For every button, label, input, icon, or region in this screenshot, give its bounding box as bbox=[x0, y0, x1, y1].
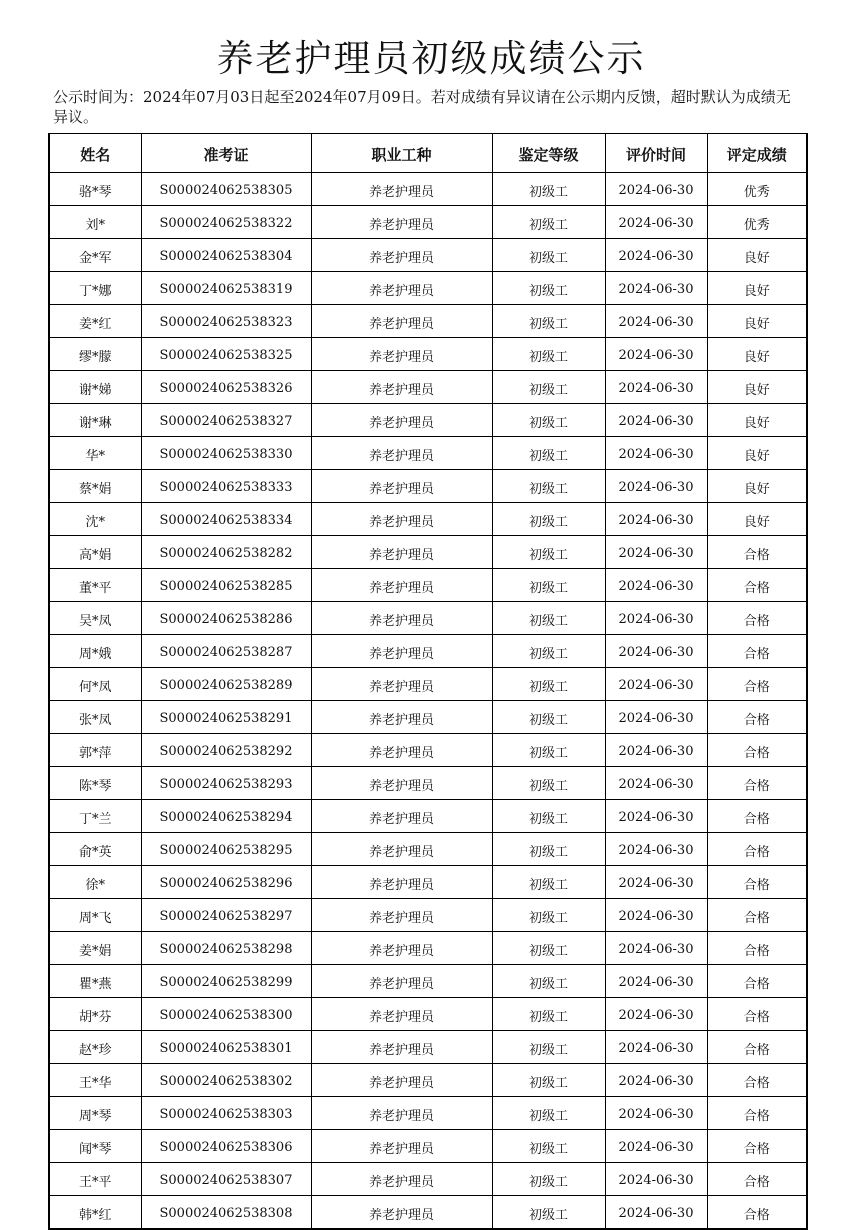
table-row bbox=[49, 1163, 807, 1196]
cell-ticket-number: S000024062538325 bbox=[141, 338, 311, 371]
cell-level: 初级工 bbox=[492, 569, 605, 602]
cell-name: 吴*凤 bbox=[49, 602, 141, 635]
cell-result: 合格 bbox=[707, 1196, 807, 1230]
cell-occupation: 养老护理员 bbox=[311, 767, 492, 800]
cell-occupation: 养老护理员 bbox=[311, 536, 492, 569]
cell-result: 合格 bbox=[707, 1031, 807, 1064]
cell-ticket-number: S000024062538285 bbox=[141, 569, 311, 602]
cell-name: 陈*琴 bbox=[49, 767, 141, 800]
cell-evaluation-date: 2024-06-30 bbox=[605, 1163, 707, 1196]
cell-level: 初级工 bbox=[492, 668, 605, 701]
cell-ticket-number: S000024062538300 bbox=[141, 998, 311, 1031]
cell-level: 初级工 bbox=[492, 701, 605, 734]
cell-occupation: 养老护理员 bbox=[311, 1097, 492, 1130]
cell-level: 初级工 bbox=[492, 800, 605, 833]
cell-level: 初级工 bbox=[492, 371, 605, 404]
table-row bbox=[49, 1031, 807, 1064]
cell-occupation: 养老护理员 bbox=[311, 866, 492, 899]
cell-level: 初级工 bbox=[492, 602, 605, 635]
cell-result: 良好 bbox=[707, 305, 807, 338]
table-row bbox=[49, 173, 807, 206]
cell-name: 瞿*燕 bbox=[49, 965, 141, 998]
cell-level: 初级工 bbox=[492, 866, 605, 899]
cell-evaluation-date: 2024-06-30 bbox=[605, 1064, 707, 1097]
cell-evaluation-date: 2024-06-30 bbox=[605, 866, 707, 899]
cell-occupation: 养老护理员 bbox=[311, 734, 492, 767]
cell-name: 周*娥 bbox=[49, 635, 141, 668]
cell-ticket-number: S000024062538286 bbox=[141, 602, 311, 635]
cell-name: 华* bbox=[49, 437, 141, 470]
table-row bbox=[49, 1064, 807, 1097]
cell-result: 合格 bbox=[707, 602, 807, 635]
cell-level: 初级工 bbox=[492, 899, 605, 932]
cell-level: 初级工 bbox=[492, 767, 605, 800]
cell-occupation: 养老护理员 bbox=[311, 899, 492, 932]
cell-result: 合格 bbox=[707, 998, 807, 1031]
table-row bbox=[49, 470, 807, 503]
cell-occupation: 养老护理员 bbox=[311, 371, 492, 404]
table-row bbox=[49, 1097, 807, 1130]
cell-result: 合格 bbox=[707, 800, 807, 833]
cell-name: 刘* bbox=[49, 206, 141, 239]
cell-occupation: 养老护理员 bbox=[311, 1130, 492, 1163]
cell-evaluation-date: 2024-06-30 bbox=[605, 932, 707, 965]
cell-name: 谢*琳 bbox=[49, 404, 141, 437]
table-row bbox=[49, 866, 807, 899]
table-row bbox=[49, 338, 807, 371]
cell-level: 初级工 bbox=[492, 1097, 605, 1130]
cell-name: 周*琴 bbox=[49, 1097, 141, 1130]
cell-result: 合格 bbox=[707, 635, 807, 668]
cell-level: 初级工 bbox=[492, 404, 605, 437]
cell-evaluation-date: 2024-06-30 bbox=[605, 767, 707, 800]
cell-ticket-number: S000024062538299 bbox=[141, 965, 311, 998]
cell-level: 初级工 bbox=[492, 239, 605, 272]
table-row bbox=[49, 1196, 807, 1230]
column-header-result: 评定成绩 bbox=[707, 134, 807, 173]
cell-ticket-number: S000024062538303 bbox=[141, 1097, 311, 1130]
cell-level: 初级工 bbox=[492, 833, 605, 866]
cell-ticket-number: S000024062538287 bbox=[141, 635, 311, 668]
table-header-row bbox=[49, 134, 807, 173]
cell-evaluation-date: 2024-06-30 bbox=[605, 206, 707, 239]
cell-ticket-number: S000024062538298 bbox=[141, 932, 311, 965]
cell-name: 姜*娟 bbox=[49, 932, 141, 965]
cell-result: 良好 bbox=[707, 338, 807, 371]
cell-occupation: 养老护理员 bbox=[311, 800, 492, 833]
cell-occupation: 养老护理员 bbox=[311, 206, 492, 239]
table-row bbox=[49, 701, 807, 734]
table-row bbox=[49, 206, 807, 239]
cell-occupation: 养老护理员 bbox=[311, 701, 492, 734]
cell-result: 合格 bbox=[707, 866, 807, 899]
cell-name: 沈* bbox=[49, 503, 141, 536]
table-row bbox=[49, 767, 807, 800]
table-row bbox=[49, 503, 807, 536]
cell-level: 初级工 bbox=[492, 1196, 605, 1230]
cell-level: 初级工 bbox=[492, 1163, 605, 1196]
table-row bbox=[49, 833, 807, 866]
cell-name: 蔡*娟 bbox=[49, 470, 141, 503]
cell-name: 郭*萍 bbox=[49, 734, 141, 767]
cell-result: 合格 bbox=[707, 932, 807, 965]
cell-level: 初级工 bbox=[492, 437, 605, 470]
cell-ticket-number: S000024062538302 bbox=[141, 1064, 311, 1097]
cell-occupation: 养老护理员 bbox=[311, 338, 492, 371]
cell-name: 何*凤 bbox=[49, 668, 141, 701]
table-row bbox=[49, 602, 807, 635]
cell-result: 合格 bbox=[707, 833, 807, 866]
cell-name: 俞*英 bbox=[49, 833, 141, 866]
cell-evaluation-date: 2024-06-30 bbox=[605, 998, 707, 1031]
cell-name: 周*飞 bbox=[49, 899, 141, 932]
cell-evaluation-date: 2024-06-30 bbox=[605, 173, 707, 206]
cell-ticket-number: S000024062538294 bbox=[141, 800, 311, 833]
table-row bbox=[49, 734, 807, 767]
cell-evaluation-date: 2024-06-30 bbox=[605, 272, 707, 305]
cell-occupation: 养老护理员 bbox=[311, 1163, 492, 1196]
cell-level: 初级工 bbox=[492, 1031, 605, 1064]
cell-name: 骆*琴 bbox=[49, 173, 141, 206]
cell-evaluation-date: 2024-06-30 bbox=[605, 338, 707, 371]
cell-occupation: 养老护理员 bbox=[311, 965, 492, 998]
cell-level: 初级工 bbox=[492, 338, 605, 371]
table-row bbox=[49, 437, 807, 470]
cell-level: 初级工 bbox=[492, 965, 605, 998]
cell-occupation: 养老护理员 bbox=[311, 569, 492, 602]
table-row bbox=[49, 239, 807, 272]
cell-ticket-number: S000024062538292 bbox=[141, 734, 311, 767]
cell-ticket-number: S000024062538334 bbox=[141, 503, 311, 536]
table-row bbox=[49, 932, 807, 965]
table-row bbox=[49, 668, 807, 701]
column-header-ticket: 准考证 bbox=[141, 134, 311, 173]
cell-name: 张*凤 bbox=[49, 701, 141, 734]
cell-result: 合格 bbox=[707, 1163, 807, 1196]
cell-name: 高*娟 bbox=[49, 536, 141, 569]
cell-ticket-number: S000024062538307 bbox=[141, 1163, 311, 1196]
cell-occupation: 养老护理员 bbox=[311, 1064, 492, 1097]
cell-name: 丁*娜 bbox=[49, 272, 141, 305]
cell-ticket-number: S000024062538295 bbox=[141, 833, 311, 866]
column-header-date: 评价时间 bbox=[605, 134, 707, 173]
cell-result: 良好 bbox=[707, 470, 807, 503]
cell-evaluation-date: 2024-06-30 bbox=[605, 404, 707, 437]
results-table bbox=[48, 133, 808, 1230]
cell-result: 良好 bbox=[707, 239, 807, 272]
cell-name: 赵*珍 bbox=[49, 1031, 141, 1064]
cell-evaluation-date: 2024-06-30 bbox=[605, 602, 707, 635]
cell-occupation: 养老护理员 bbox=[311, 1031, 492, 1064]
cell-evaluation-date: 2024-06-30 bbox=[605, 569, 707, 602]
cell-ticket-number: S000024062538305 bbox=[141, 173, 311, 206]
cell-result: 合格 bbox=[707, 1064, 807, 1097]
cell-ticket-number: S000024062538289 bbox=[141, 668, 311, 701]
cell-occupation: 养老护理员 bbox=[311, 503, 492, 536]
cell-evaluation-date: 2024-06-30 bbox=[605, 899, 707, 932]
cell-result: 合格 bbox=[707, 536, 807, 569]
cell-name: 闻*琴 bbox=[49, 1130, 141, 1163]
cell-level: 初级工 bbox=[492, 206, 605, 239]
cell-occupation: 养老护理员 bbox=[311, 437, 492, 470]
cell-evaluation-date: 2024-06-30 bbox=[605, 734, 707, 767]
cell-ticket-number: S000024062538322 bbox=[141, 206, 311, 239]
cell-evaluation-date: 2024-06-30 bbox=[605, 1196, 707, 1230]
cell-level: 初级工 bbox=[492, 1064, 605, 1097]
cell-name: 姜*红 bbox=[49, 305, 141, 338]
cell-result: 合格 bbox=[707, 899, 807, 932]
cell-result: 良好 bbox=[707, 272, 807, 305]
cell-result: 良好 bbox=[707, 503, 807, 536]
cell-level: 初级工 bbox=[492, 932, 605, 965]
cell-name: 缪*朦 bbox=[49, 338, 141, 371]
table-row bbox=[49, 371, 807, 404]
cell-ticket-number: S000024062538308 bbox=[141, 1196, 311, 1230]
cell-ticket-number: S000024062538291 bbox=[141, 701, 311, 734]
cell-level: 初级工 bbox=[492, 470, 605, 503]
cell-name: 胡*芬 bbox=[49, 998, 141, 1031]
cell-ticket-number: S000024062538323 bbox=[141, 305, 311, 338]
cell-evaluation-date: 2024-06-30 bbox=[605, 833, 707, 866]
table-body bbox=[49, 173, 807, 1230]
cell-result: 合格 bbox=[707, 767, 807, 800]
cell-name: 谢*娣 bbox=[49, 371, 141, 404]
column-header-level: 鉴定等级 bbox=[492, 134, 605, 173]
cell-result: 合格 bbox=[707, 965, 807, 998]
cell-name: 董*平 bbox=[49, 569, 141, 602]
cell-occupation: 养老护理员 bbox=[311, 470, 492, 503]
table-row bbox=[49, 998, 807, 1031]
table-row bbox=[49, 899, 807, 932]
cell-evaluation-date: 2024-06-30 bbox=[605, 1031, 707, 1064]
cell-evaluation-date: 2024-06-30 bbox=[605, 668, 707, 701]
cell-name: 王*华 bbox=[49, 1064, 141, 1097]
cell-ticket-number: S000024062538327 bbox=[141, 404, 311, 437]
cell-occupation: 养老护理员 bbox=[311, 239, 492, 272]
cell-evaluation-date: 2024-06-30 bbox=[605, 437, 707, 470]
cell-ticket-number: S000024062538330 bbox=[141, 437, 311, 470]
cell-evaluation-date: 2024-06-30 bbox=[605, 701, 707, 734]
cell-level: 初级工 bbox=[492, 1130, 605, 1163]
cell-result: 良好 bbox=[707, 437, 807, 470]
cell-level: 初级工 bbox=[492, 734, 605, 767]
cell-occupation: 养老护理员 bbox=[311, 272, 492, 305]
cell-evaluation-date: 2024-06-30 bbox=[605, 536, 707, 569]
cell-level: 初级工 bbox=[492, 503, 605, 536]
cell-name: 金*军 bbox=[49, 239, 141, 272]
cell-level: 初级工 bbox=[492, 305, 605, 338]
cell-occupation: 养老护理员 bbox=[311, 404, 492, 437]
cell-ticket-number: S000024062538293 bbox=[141, 767, 311, 800]
table-row bbox=[49, 536, 807, 569]
cell-occupation: 养老护理员 bbox=[311, 173, 492, 206]
cell-result: 优秀 bbox=[707, 173, 807, 206]
cell-occupation: 养老护理员 bbox=[311, 932, 492, 965]
cell-name: 丁*兰 bbox=[49, 800, 141, 833]
cell-occupation: 养老护理员 bbox=[311, 635, 492, 668]
cell-level: 初级工 bbox=[492, 635, 605, 668]
cell-ticket-number: S000024062538333 bbox=[141, 470, 311, 503]
cell-occupation: 养老护理员 bbox=[311, 998, 492, 1031]
table-row bbox=[49, 1130, 807, 1163]
cell-ticket-number: S000024062538319 bbox=[141, 272, 311, 305]
cell-level: 初级工 bbox=[492, 536, 605, 569]
cell-occupation: 养老护理员 bbox=[311, 1196, 492, 1230]
table-row bbox=[49, 569, 807, 602]
cell-name: 徐* bbox=[49, 866, 141, 899]
cell-name: 韩*红 bbox=[49, 1196, 141, 1230]
cell-occupation: 养老护理员 bbox=[311, 305, 492, 338]
cell-ticket-number: S000024062538297 bbox=[141, 899, 311, 932]
cell-evaluation-date: 2024-06-30 bbox=[605, 371, 707, 404]
column-header-name: 姓名 bbox=[49, 134, 141, 173]
cell-evaluation-date: 2024-06-30 bbox=[605, 635, 707, 668]
table-row bbox=[49, 635, 807, 668]
table-row bbox=[49, 800, 807, 833]
cell-evaluation-date: 2024-06-30 bbox=[605, 470, 707, 503]
cell-ticket-number: S000024062538326 bbox=[141, 371, 311, 404]
page-title: 养老护理员初级成绩公示 bbox=[216, 37, 646, 80]
cell-ticket-number: S000024062538282 bbox=[141, 536, 311, 569]
cell-ticket-number: S000024062538296 bbox=[141, 866, 311, 899]
table-row bbox=[49, 272, 807, 305]
cell-result: 合格 bbox=[707, 1097, 807, 1130]
cell-level: 初级工 bbox=[492, 173, 605, 206]
cell-occupation: 养老护理员 bbox=[311, 668, 492, 701]
publication-notice: 公示时间为：2024年07月03日起至2024年07月09日。若对成绩有异议请在公示期内反馈，超时默认为成绩无异议。 bbox=[53, 88, 791, 126]
cell-ticket-number: S000024062538304 bbox=[141, 239, 311, 272]
cell-name: 王*平 bbox=[49, 1163, 141, 1196]
column-header-occupation: 职业工种 bbox=[311, 134, 492, 173]
cell-occupation: 养老护理员 bbox=[311, 602, 492, 635]
cell-result: 合格 bbox=[707, 701, 807, 734]
cell-occupation: 养老护理员 bbox=[311, 833, 492, 866]
cell-result: 合格 bbox=[707, 1130, 807, 1163]
cell-evaluation-date: 2024-06-30 bbox=[605, 503, 707, 536]
cell-level: 初级工 bbox=[492, 998, 605, 1031]
cell-result: 良好 bbox=[707, 371, 807, 404]
table-row bbox=[49, 965, 807, 998]
table-row bbox=[49, 404, 807, 437]
cell-evaluation-date: 2024-06-30 bbox=[605, 965, 707, 998]
cell-ticket-number: S000024062538306 bbox=[141, 1130, 311, 1163]
cell-result: 合格 bbox=[707, 569, 807, 602]
table-row bbox=[49, 305, 807, 338]
cell-evaluation-date: 2024-06-30 bbox=[605, 800, 707, 833]
cell-result: 合格 bbox=[707, 668, 807, 701]
cell-evaluation-date: 2024-06-30 bbox=[605, 1130, 707, 1163]
cell-result: 良好 bbox=[707, 404, 807, 437]
cell-evaluation-date: 2024-06-30 bbox=[605, 239, 707, 272]
cell-result: 合格 bbox=[707, 734, 807, 767]
cell-result: 优秀 bbox=[707, 206, 807, 239]
cell-ticket-number: S000024062538301 bbox=[141, 1031, 311, 1064]
cell-level: 初级工 bbox=[492, 272, 605, 305]
cell-evaluation-date: 2024-06-30 bbox=[605, 305, 707, 338]
cell-evaluation-date: 2024-06-30 bbox=[605, 1097, 707, 1130]
